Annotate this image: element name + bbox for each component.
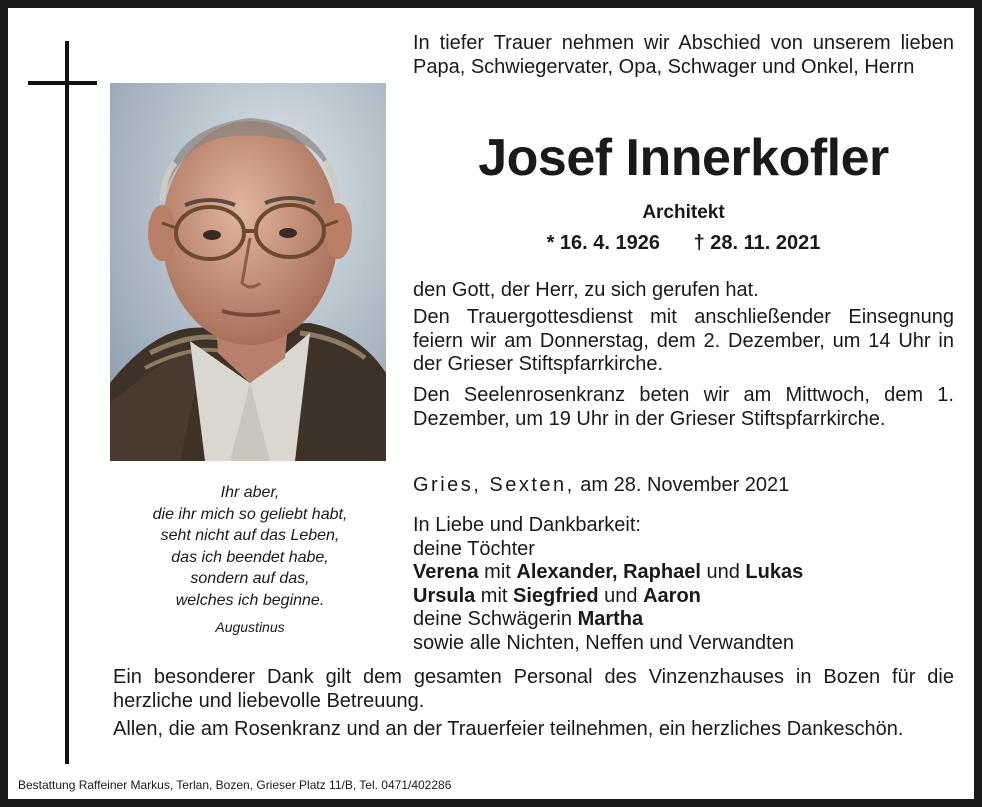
daughters-label: deine Töchter (413, 537, 535, 560)
deceased-name: Josef Innerkofler (478, 129, 889, 187)
cross-icon-horizontal (28, 81, 97, 85)
called-text: den Gott, der Herr, zu sich gerufen hat. (413, 279, 759, 301)
profession: Architekt (642, 202, 725, 223)
funeral-home-footer: Bestattung Raffeiner Markus, Terlan, Bozen, Grieser Platz 11/B, Tel. 0471/402286 (18, 778, 452, 792)
family-list (413, 514, 954, 655)
death-date: † 28. 11. 2021 (693, 232, 821, 254)
family-line-verena: Verena mit Alexander, Raphael und Lukas (413, 561, 804, 583)
obituary-card (8, 8, 974, 799)
place-date (413, 474, 954, 498)
general-thanks: Allen, die am Rosenkranz und an der Trauerfeier teilnehmen, ein herzliches Dankeschön. (113, 718, 904, 740)
quote (112, 482, 388, 639)
life-dates (413, 232, 954, 255)
cross-icon-vertical (65, 41, 69, 764)
family-heading: In Liebe und Dankbarkeit: (413, 514, 641, 536)
place-date-text: am 28. November 2021 (580, 474, 790, 496)
birth-date: * 16. 4. 1926 (546, 232, 661, 254)
quote-line: welches ich beginne. (175, 591, 325, 609)
place-towns: Gries, Sexten, (413, 474, 575, 496)
rosary-text: Den Seelenrosenkranz beten wir am Mittwoch, dem 1. Dezember, um 19 Uhr in der Grieser Stiftspfarrkirche. (413, 384, 954, 430)
special-thanks: Ein besonderer Dank gilt dem gesamten Personal des Vinzenzhauses in Bozen für die herzliche und liebevolle Betreuung. (113, 666, 954, 712)
quote-line: die ihr mich so geliebt habt, (152, 505, 348, 523)
funeral-service-text: Den Trauergottesdienst mit anschließender Einsegnung feiern wir am Donnerstag, dem 2. Dezember, um 14 Uhr in der Grieser Stiftspfarrkirche. (413, 306, 954, 375)
portrait-photo (110, 83, 386, 461)
quote-line: Ihr aber, (220, 484, 280, 501)
quote-line: seht nicht auf das Leben, (160, 527, 340, 544)
quote-line: das ich beendet habe, (171, 548, 329, 566)
portrait-illustration (110, 83, 386, 461)
intro-text: In tiefer Trauer nehmen wir Abschied von unserem lieben Papa, Schwiegervater, Opa, Schwager und Onkel, Herrn (413, 32, 954, 78)
quote-line: sondern auf das, (190, 570, 310, 587)
family-line-ursula: Ursula mit Siegfried und Aaron (413, 584, 701, 607)
family-others: sowie alle Nichten, Neffen und Verwandten (413, 631, 794, 654)
quote-author: Augustinus (215, 619, 285, 635)
family-line-sister-in-law: deine Schwägerin Martha (413, 608, 644, 630)
